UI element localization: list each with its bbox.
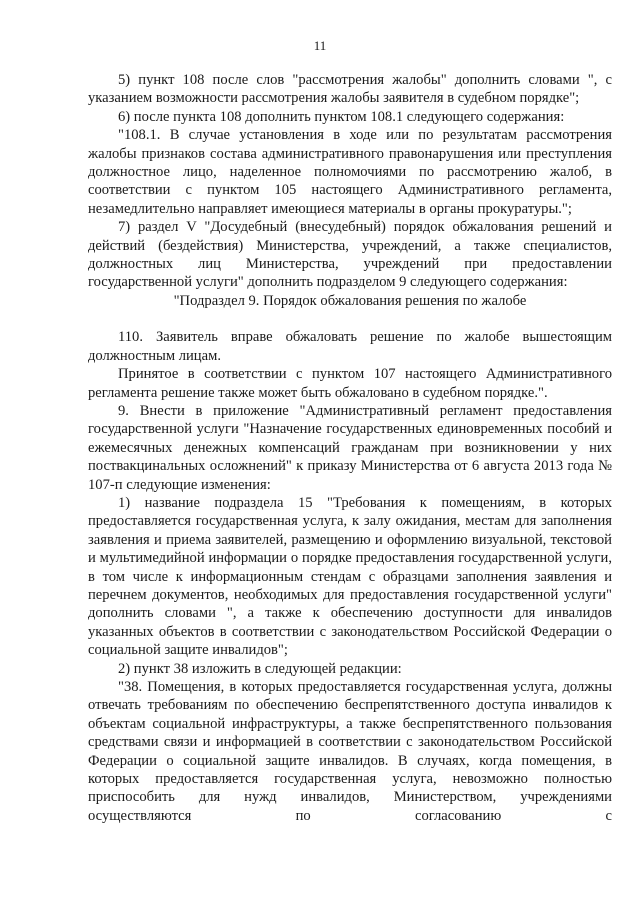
subsection-heading: "Подраздел 9. Порядок обжалования решения по жалобе (173, 292, 527, 309)
page-number: 11 (313, 38, 327, 53)
paragraph-110: 110. Заявитель вправе обжаловать решение по жалобе вышестоящим должностным лицам. (88, 329, 612, 364)
paragraph-amendment-7: 7) раздел V "Досудебный (внесудебный) порядок обжалования решений и действий (бездействия) Министерства, учреждений, а также специалистов, должностных лиц Министерства, учреждений при предоставлении государственной услуги" дополнить подразделом 9 следующего содержания: (88, 219, 612, 291)
paragraph-subsection-15-title: 1) название подраздела 15 "Требования к помещениям, в которых предоставляется государственная услуга, к залу ожидания, местам для заполнения заявления и приема заявителей, размещению и оформлению визуальной, текстовой и мультимедийной информации о порядке предоставления государственной услуги, в том числе к информационным стендам с образцами заполнения заявления и перечнем документов, необходимых для предоставления государственной услуги" дополнить словами ", а также к обеспечению доступности для инвалидов указанных объектов в соответствии с законодательством Российской Федерации о социальной защите инвалидов"; (88, 494, 612, 659)
paragraph-decision-appeal: Принятое в соответствии с пунктом 107 настоящего Административного регламента решение также может быть обжаловано в судебном порядке.". (88, 366, 612, 401)
paragraph-108-1: "108.1. В случае установления в ходе или по результатам рассмотрения жалобы признаков состава административного правонарушения или преступления должностное лицо, наделенное полномочиями по рассмотрению жалоб, в соответствии с пунктом 105 настоящего Административного регламента, незамедлительно направляет имеющиеся материалы в органы прокуратуры."; (88, 127, 612, 217)
paragraph-point-38-intro: 2) пункт 38 изложить в следующей редакции: (118, 660, 402, 677)
paragraph-amendment-6: 6) после пункта 108 дополнить пунктом 108.1 следующего содержания: (118, 108, 565, 125)
paragraph-item-9: 9. Внести в приложение "Административный регламент предоставления государственной услуги "Назначение государственных единовременных пособий и ежемесячных денежных компенсаций гражданам при возникновении у них поствакцинальных осложнений" к приказу Министерства от 6 августа 2013 года № 107-п следующие изменения: (88, 402, 612, 493)
document-body (88, 71, 612, 825)
paragraph-point-38: "38. Помещения, в которых предоставляется государственная услуга, должны отвечать требованиям по обеспечению беспрепятственного доступа инвалидов к объектам социальной инфраструктуры, а также беспрепятственного пользования средствами связи и информацией в соответствии с законодательством Российской Федерации о социальной защите инвалидов. В случаях, когда помещения, в которых предоставляется государственная услуга, невозможно полностью приспособить для нужд инвалидов, Министерством, учреждениями осуществляются по согласованию с (88, 679, 612, 824)
blank-line (88, 310, 612, 328)
paragraph-amendment-5: 5) пункт 108 после слов "рассмотрения жалобы" дополнить словами ", с указанием возможности рассмотрения жалобы заявителя в судебном порядке"; (88, 72, 612, 107)
